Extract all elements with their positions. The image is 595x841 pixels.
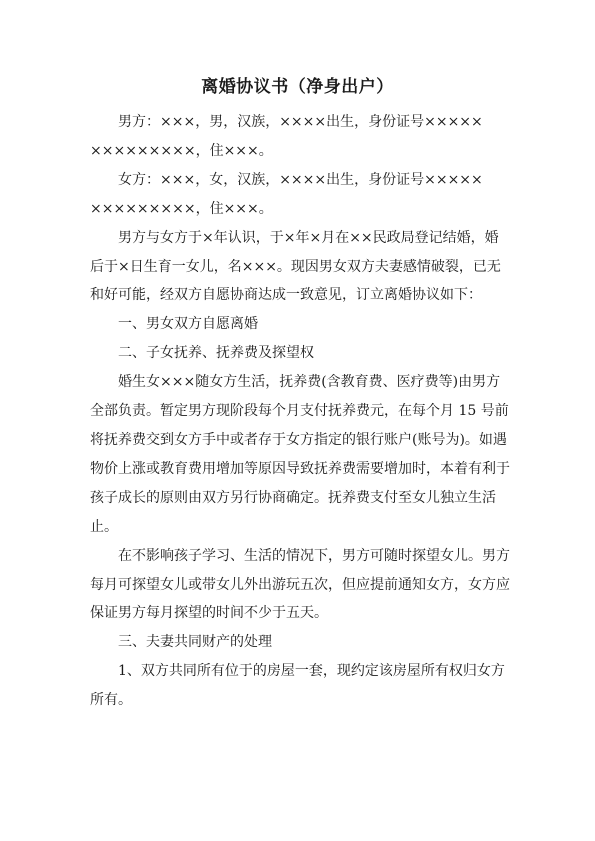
document-body: [90, 108, 510, 715]
paragraph-husband-info: 男方：×××，男，汉族，××××出生，身份证号××××× ×××××××××，住×××。: [90, 114, 483, 159]
document-title: 离婚协议书（净身出户）: [201, 77, 394, 97]
section-heading-child-support: 二、子女抚养、抚养费及探望权: [118, 345, 314, 362]
section-heading-property: 三、夫妻共同财产的处理: [118, 634, 272, 651]
paragraph-marriage-background: 男方与女方于×年认识，于×年×月在××民政局登记结婚，婚 后于×日生育一女儿，名×××。现因男女双方夫妻感情破裂，已无 和好可能，经双方自愿协商达成一致意见，订立离婚协议如下：: [90, 229, 501, 304]
section-heading-divorce: 一、男女双方自愿离婚: [118, 316, 258, 333]
paragraph-wife-info: 女方：×××，女，汉族，××××出生，身份证号××××× ×××××××××，住×××。: [90, 171, 483, 217]
paragraph-visitation: 在不影响孩子学习、生活的情况下，男方可随时探望女儿。男方 每月可探望女儿或带女儿外出游玩五次，但应提前通知女方，女方应 保证男方每月探望的时间不少于五天。: [90, 547, 510, 622]
paragraph-property-house: 1、双方共同所有位于的房屋一套，现约定该房屋所有权归女方 所有。: [90, 663, 505, 709]
paragraph-child-support: 婚生女×××随女方生活，抚养费(含教育费、医疗费等)由男方 全部负责。暂定男方现阶段每个月支付抚养费元，在每个月 15 号前 将抚养费交到女方手中或者存于女方指定的银行账户(账号为)。如遇 物价上涨或教育费用增加等原因导致抚养费需要增加时，本着有利于 孩子成长的原则由双方另行协商确定。抚养费支付至女儿独立生活 止。: [90, 374, 510, 535]
